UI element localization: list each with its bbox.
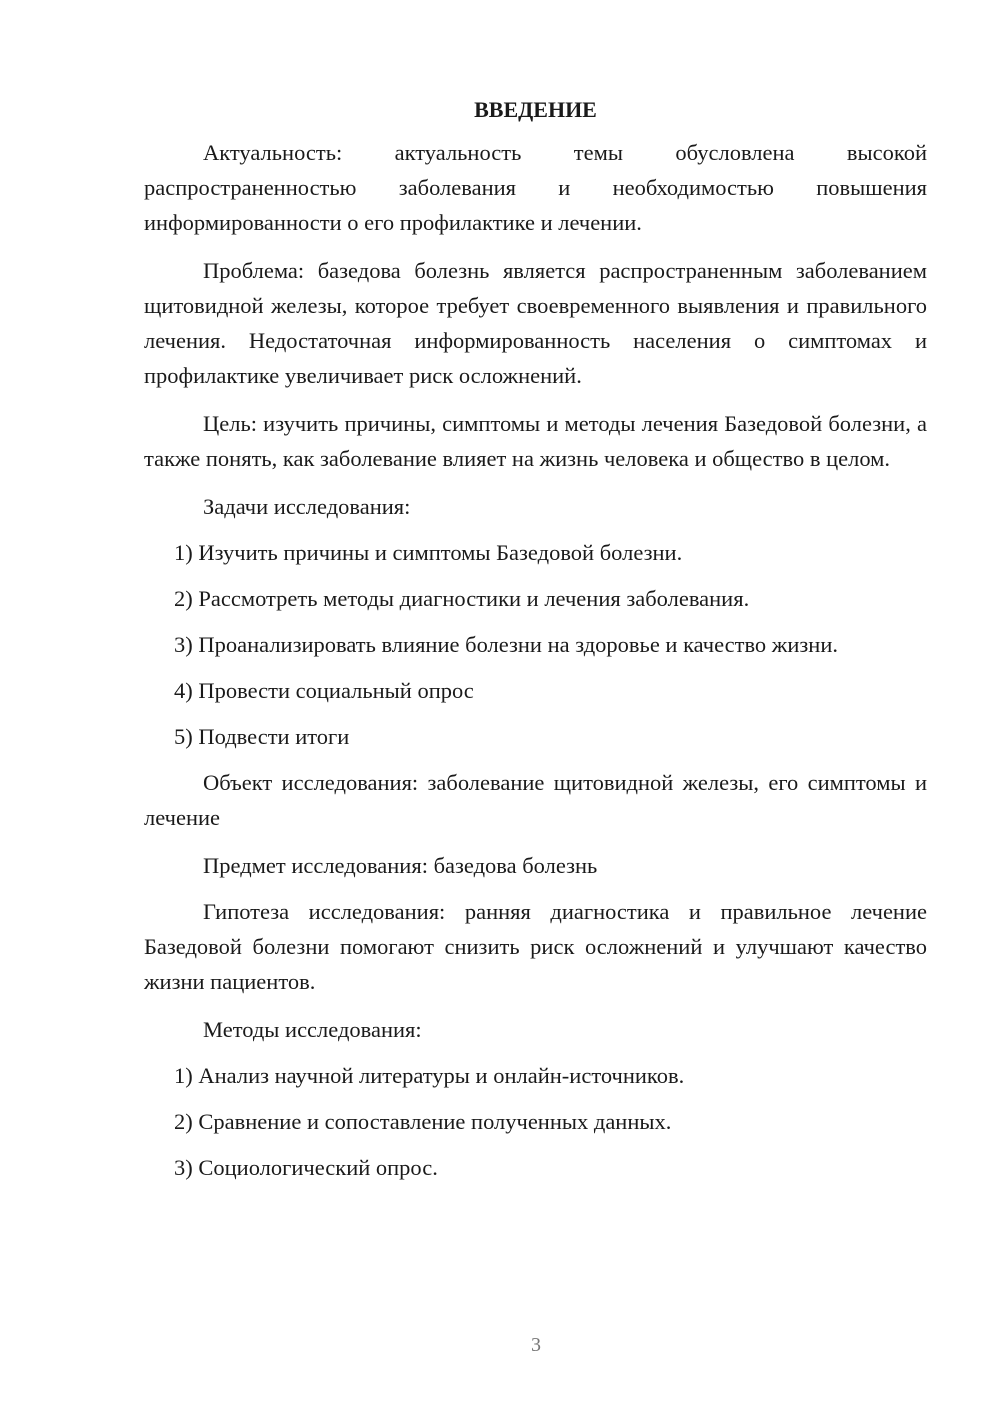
list-item: 3) Социологический опрос.	[174, 1155, 438, 1180]
section-heading: ВВЕДЕНИЕ	[474, 97, 597, 122]
paragraph-hypothesis: Гипотеза исследования: ранняя диагностика и правильное лечение Базедовой болезни помогают снизить риск осложнений и улучшают качество жизни пациентов.	[144, 899, 927, 994]
list-item: 1) Анализ научной литературы и онлайн-источников.	[174, 1063, 685, 1088]
methods-title: Методы исследования:	[203, 1017, 422, 1042]
paragraph-goal: Цель: изучить причины, симптомы и методы лечения Базедовой болезни, а также понять, как заболевание влияет на жизнь человека и общество в целом.	[144, 411, 927, 471]
methods-list	[144, 1058, 927, 1185]
page-content	[144, 96, 927, 1196]
page-number: 3	[531, 1334, 541, 1356]
paragraph-object: Объект исследования: заболевание щитовидной железы, его симптомы и лечение	[144, 770, 927, 830]
list-item: 3) Проанализировать влияние болезни на здоровье и качество жизни.	[174, 632, 838, 657]
paragraph-subject: Предмет исследования: базедова болезнь	[203, 853, 598, 878]
paragraph-relevance: Актуальность: актуальность темы обусловлена высокой распространенностью заболевания и необходимостью повышения информированности о его профилактике и лечении.	[144, 140, 927, 235]
list-item: 2) Рассмотреть методы диагностики и лечения заболевания.	[174, 586, 750, 611]
paragraph-problem: Проблема: базедова болезнь является распространенным заболеванием щитовидной железы, которое требует своевременного выявления и правильного лечения. Недостаточная информированность населения о симптомах и профилактике увеличивает риск осложнений.	[144, 258, 927, 388]
tasks-list	[144, 535, 927, 754]
tasks-title: Задачи исследования:	[203, 494, 411, 519]
list-item: 5) Подвести итоги	[174, 724, 350, 749]
list-item: 1) Изучить причины и симптомы Базедовой болезни.	[174, 540, 683, 565]
list-item: 4) Провести социальный опрос	[174, 678, 474, 703]
list-item: 2) Сравнение и сопоставление полученных данных.	[174, 1109, 672, 1134]
